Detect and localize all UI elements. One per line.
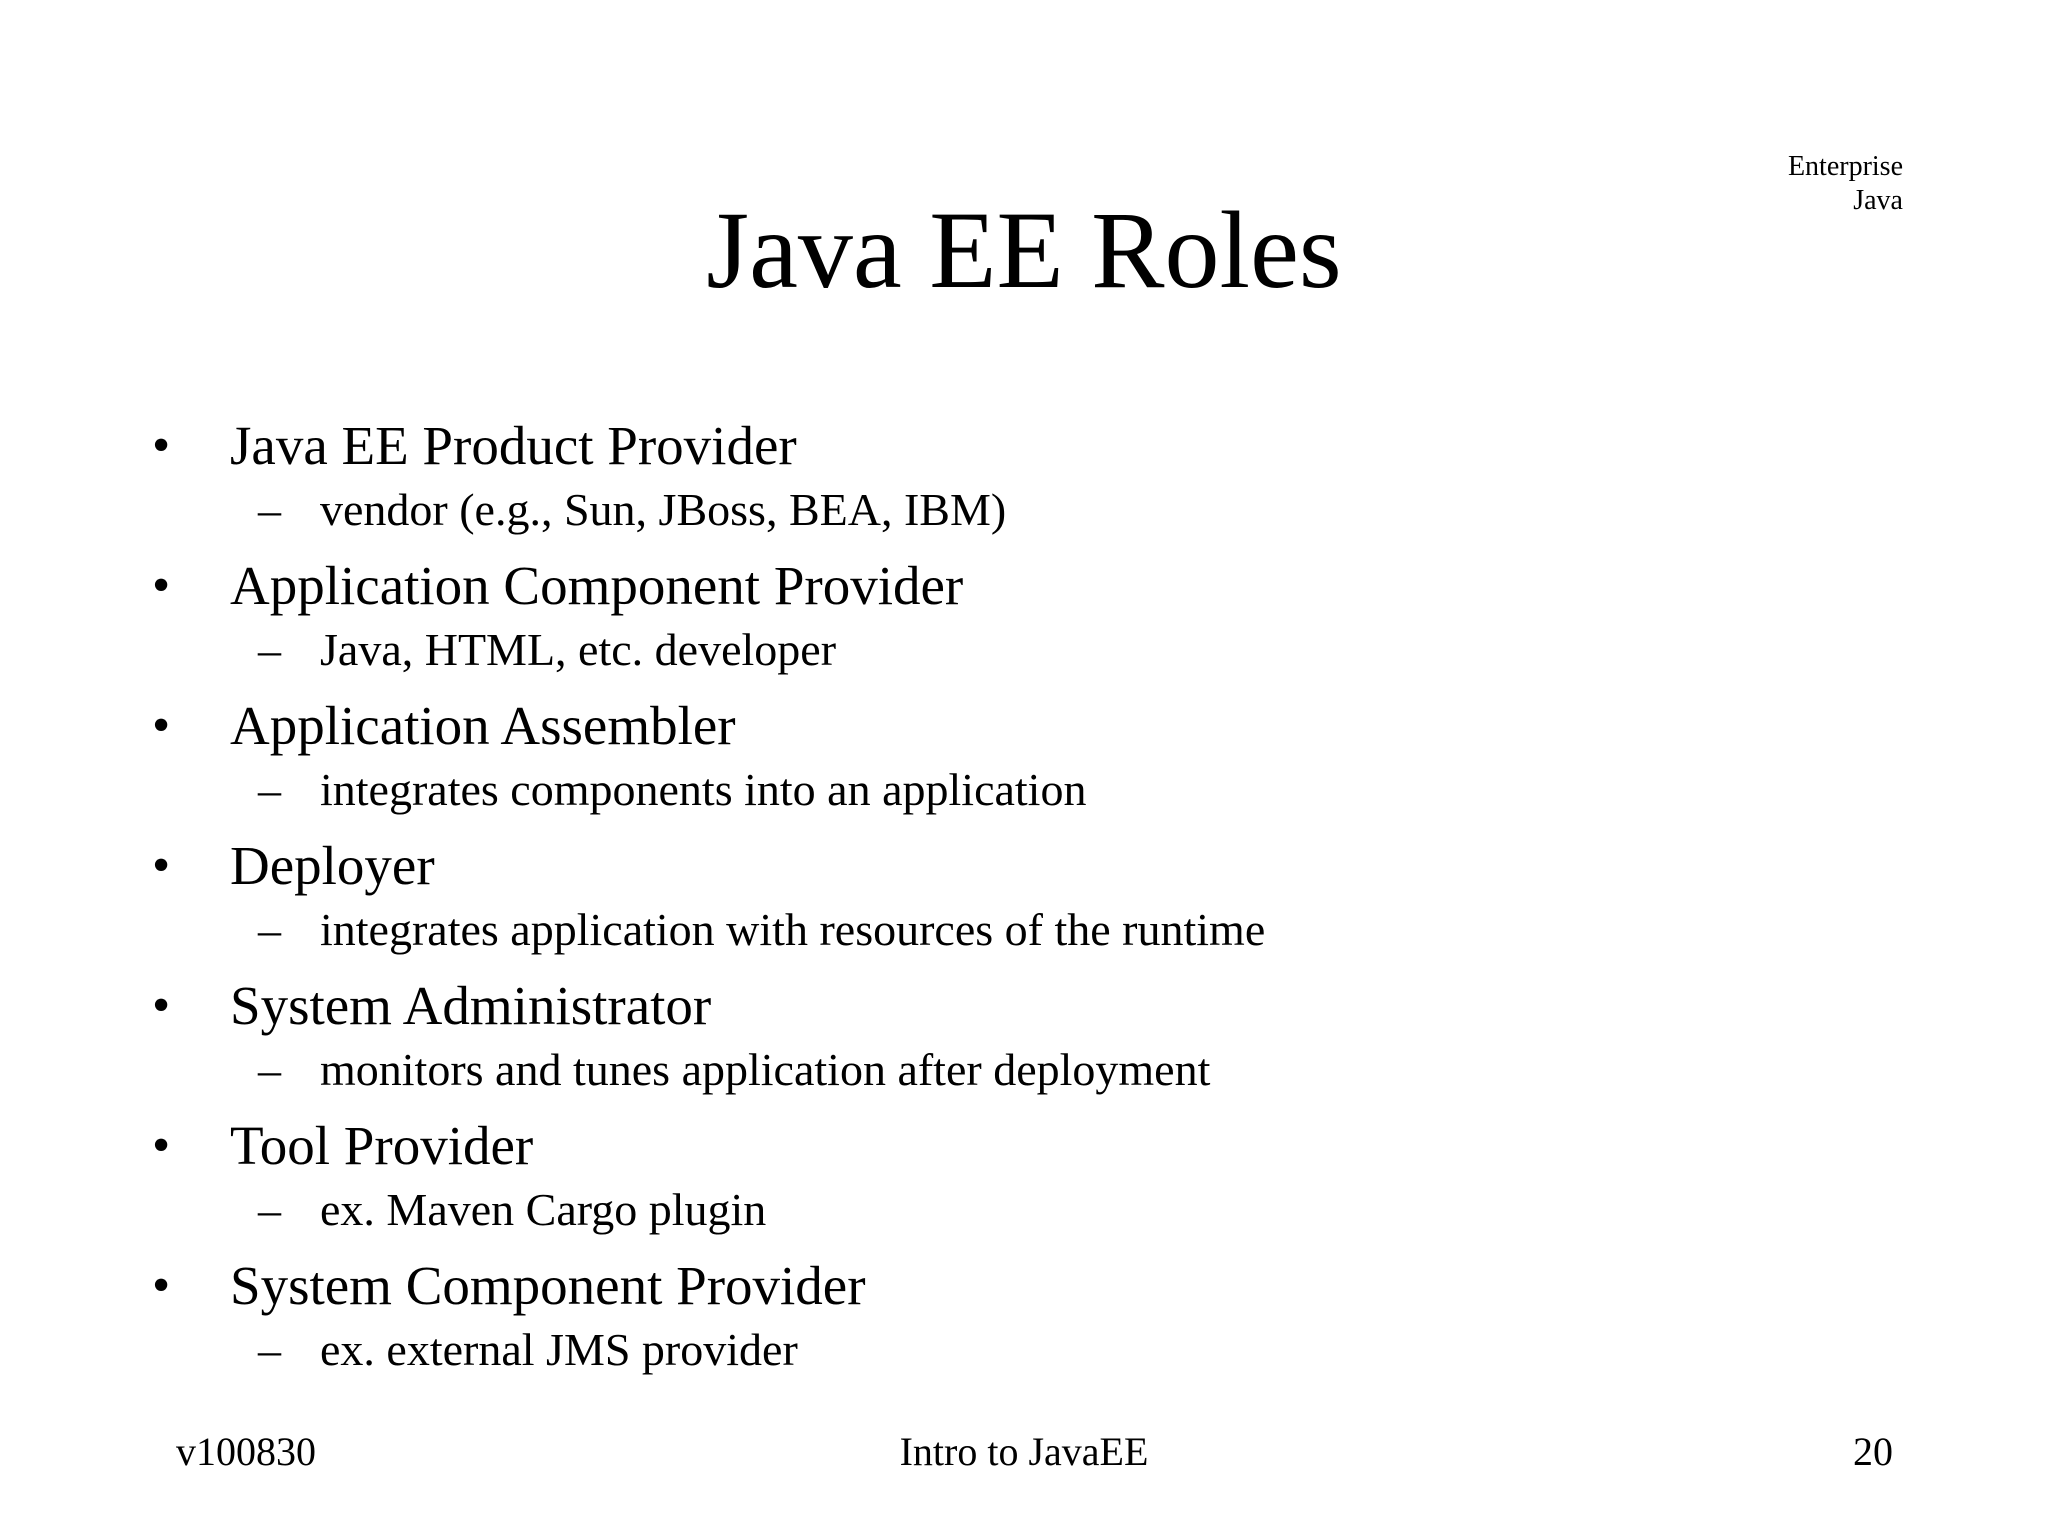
bullet-item <box>0 552 2048 692</box>
sub-bullet-dash-icon: – <box>258 764 281 815</box>
bullet-text: Deployer <box>230 835 435 896</box>
sub-bullet-text: ex. Maven Cargo plugin <box>320 1184 767 1235</box>
bullet-item <box>0 972 2048 1112</box>
sub-bullet-dash-icon: – <box>258 484 281 535</box>
bullet-dot-icon: • <box>152 837 171 894</box>
footer-page-number: 20 <box>1853 1429 1893 1474</box>
bullet-dot-icon: • <box>152 1117 171 1174</box>
bullet-text: System Component Provider <box>230 1255 866 1316</box>
bullet-dot-icon: • <box>152 1257 171 1314</box>
corner-label-line-2: Java <box>1853 185 1903 216</box>
sub-bullet-dash-icon: – <box>258 624 281 675</box>
bullet-item <box>0 832 2048 972</box>
roles-bullet-list <box>0 412 2048 1392</box>
sub-bullet-dash-icon: – <box>258 1184 281 1235</box>
bullet-text: System Administrator <box>230 975 712 1036</box>
sub-bullet-text: vendor (e.g., Sun, JBoss, BEA, IBM) <box>320 484 1007 535</box>
corner-label-line-1: Enterprise <box>1787 151 1903 182</box>
bullet-text: Tool Provider <box>230 1115 534 1176</box>
bullet-dot-icon: • <box>152 697 171 754</box>
sub-bullet-text: integrates components into an application <box>320 764 1087 815</box>
bullet-dot-icon: • <box>152 417 171 474</box>
bullet-item <box>0 1252 2048 1392</box>
bullet-item <box>0 412 2048 552</box>
bullet-item <box>0 1112 2048 1252</box>
bullet-item <box>0 692 2048 832</box>
sub-bullet-dash-icon: – <box>258 1324 281 1375</box>
bullet-dot-icon: • <box>152 977 171 1034</box>
sub-bullet-text: ex. external JMS provider <box>320 1324 798 1375</box>
sub-bullet-dash-icon: – <box>258 1044 281 1095</box>
bullet-dot-icon: • <box>152 557 171 614</box>
bullet-text: Application Assembler <box>230 695 736 756</box>
bullet-text: Java EE Product Provider <box>230 415 797 476</box>
sub-bullet-text: Java, HTML, etc. developer <box>320 624 837 675</box>
sub-bullet-text: integrates application with resources of the runtime <box>320 904 1266 955</box>
bullet-text: Application Component Provider <box>230 555 964 616</box>
slide-title: Java EE Roles <box>706 189 1342 311</box>
sub-bullet-dash-icon: – <box>258 904 281 955</box>
footer-version: v100830 <box>176 1429 316 1474</box>
sub-bullet-text: monitors and tunes application after deployment <box>320 1044 1211 1095</box>
footer-course-title: Intro to JavaEE <box>899 1429 1149 1474</box>
